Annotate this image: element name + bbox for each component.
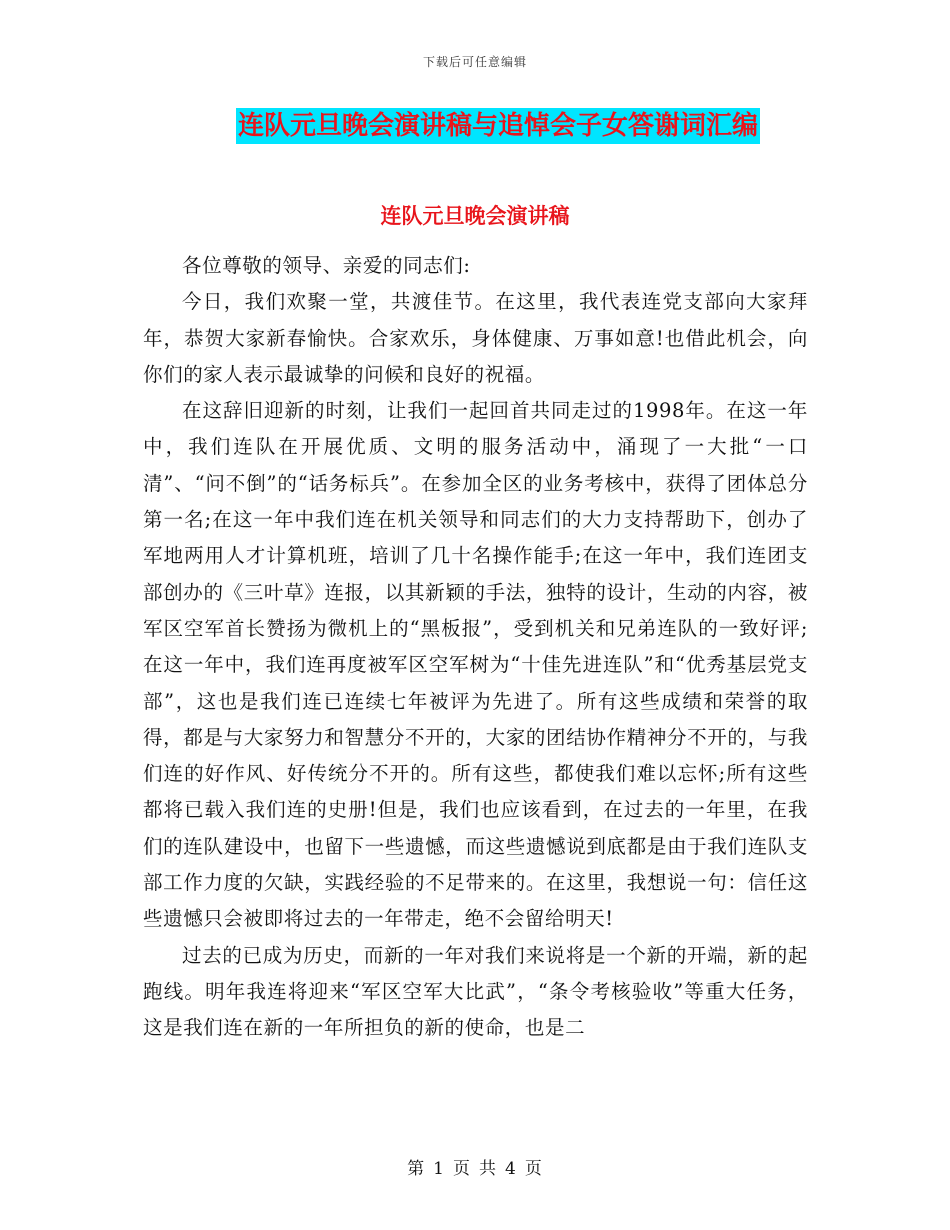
total-unit: 页 [524,1159,543,1179]
page-label: 第 [407,1159,426,1179]
body-text [143,248,808,1047]
section-title: 连队元旦晚会演讲稿 [380,203,570,228]
page-number: 1 [433,1159,445,1179]
paragraph-greeting: 各位尊敬的领导、亲爱的同志们: [182,254,471,277]
page-total: 4 [505,1159,517,1179]
page-footer [0,1154,950,1179]
header-note: 下载后可任意编辑 [422,55,527,69]
page-unit: 页 [453,1159,471,1179]
paragraph: 今日，我们欢聚一堂，共渡佳节。在这里，我代表连党支部向大家拜年，恭贺大家新春愉快。合家欢乐，身体健康、万事如意!也借此机会，向你们的家人表示最诚挚的问候和良好的祝福。 [143,290,808,386]
paragraph: 在这辞旧迎新的时刻，让我们一起回首共同走过的1998年。在这一年中，我们连队在开展优质、文明的服务活动中，涌现了一大批“一口清”、“问不倒”的“话务标兵”。在参加全区的业务考核中，获得了团体总分第一名;在这一年中我们连在机关领导和同志们的大力支持帮助下，创办了军地两用人才计算机班，培训了几十名操作能手;在这一年中，我们连团支部创办的《三叶草》连报，以其新颖的手法，独特的设计，生动的内容，被军区空军首长赞扬为微机上的“黑板报”，受到机关和兄弟连队的一致好评;在这一年中，我们连再度被军区空军树为“十佳先进连队”和“优秀基层党支部”，这也是我们连已连续七年被评为先进了。所有这些成绩和荣誉的取得，都是与大家努力和智慧分不开的，大家的团结协作精神分不开的，与我们连的好作风、好传统分不开的。所有这些，都使我们难以忘怀;所有这些都将已载入我们连的史册!但是，我们也应该看到，在过去的一年里，在我们的连队建设中，也留下一些遗憾，而这些遗憾说到底都是由于我们连队支部工作力度的欠缺，实践经验的不足带来的。在这里，我想说一句：信任这些遗憾只会被即将过去的一年带走，绝不会留给明天! [143,399,808,931]
paragraph: 过去的已成为历史，而新的一年对我们来说将是一个新的开端，新的起跑线。明年我连将迎来“军区空军大比武”，“条令考核验收”等重大任务，这是我们连在新的一年所担负的新的使命，也是二 [143,943,808,1040]
document-title: 连队元旦晚会演讲稿与追悼会子女答谢词汇编 [236,108,760,144]
total-label: 共 [479,1159,497,1179]
document-title-wrap [0,108,950,144]
